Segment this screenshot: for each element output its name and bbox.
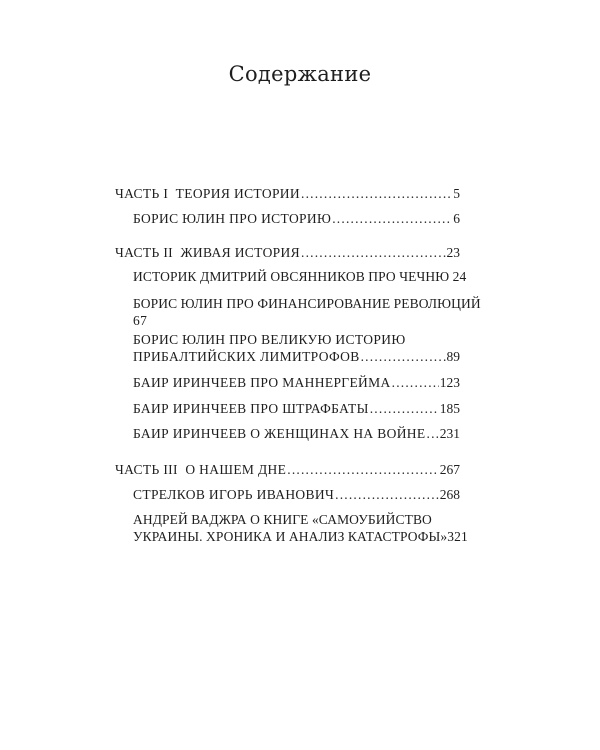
page-number: 268	[439, 487, 460, 502]
page-number: 185	[439, 401, 460, 416]
toc-part-2	[115, 244, 460, 261]
page-number: 123	[439, 375, 460, 390]
page-number: 321	[447, 529, 468, 544]
part-label: ЧАСТЬ I	[115, 186, 169, 201]
page-number: 231	[439, 426, 460, 441]
dot-leader	[361, 348, 446, 365]
page-number: 23	[446, 245, 460, 260]
toc-part-3	[115, 461, 460, 478]
page-number: 67	[133, 313, 148, 328]
entry-title: БАИР ИРИНЧЕЕВ ПРО ШТРАФБАТЫ	[133, 401, 369, 416]
entry-title: БАИР ИРИНЧЕЕВ О ЖЕНЩИНАХ НА ВОЙНЕ	[133, 426, 426, 441]
toc-entry	[133, 400, 460, 417]
entry-title-line-2: УКРАИНЫ. ХРОНИКА И АНАЛИЗ КАТАСТРОФЫ»	[133, 529, 448, 544]
toc-part-1	[115, 185, 460, 202]
toc-entry	[133, 374, 460, 391]
toc-entry	[133, 268, 467, 285]
entry-title-line-1: БОРИС ЮЛИН ПРО ВЕЛИКУЮ ИСТОРИЮ	[133, 332, 406, 347]
toc-entry	[133, 511, 468, 545]
dot-leader	[335, 486, 439, 503]
entry-title: СТРЕЛКОВ ИГОРЬ ИВАНОВИЧ	[133, 487, 335, 502]
dot-leader	[392, 374, 439, 391]
dot-leader	[301, 244, 446, 261]
part-label: ЧАСТЬ III	[115, 462, 178, 477]
part-label: ЧАСТЬ II	[115, 245, 174, 260]
dot-leader	[370, 400, 439, 417]
entry-title: БАИР ИРИНЧЕЕВ ПРО МАННЕРГЕЙМА	[133, 375, 391, 390]
entry-title-line-1: АНДРЕЙ ВАДЖРА О КНИГЕ «САМОУБИЙСТВО	[133, 512, 432, 527]
toc-entry	[133, 210, 460, 227]
dot-leader	[287, 461, 439, 478]
dot-leader	[301, 185, 452, 202]
page-title: Содержание	[228, 62, 372, 86]
page-number: 89	[446, 349, 460, 364]
part-title: ТЕОРИЯ ИСТОРИИ	[175, 186, 300, 201]
toc-entry	[133, 425, 460, 442]
page-number: 5	[453, 186, 460, 201]
toc-entry	[133, 331, 460, 365]
toc-entry	[133, 295, 481, 329]
page-number: 267	[439, 462, 460, 477]
dot-leader	[427, 425, 439, 442]
page-number: 6	[453, 211, 460, 226]
page-number: 24	[452, 269, 467, 284]
part-title: ЖИВАЯ ИСТОРИЯ	[180, 245, 300, 260]
entry-title-line-2: ПРИБАЛТИЙСКИХ ЛИМИТРОФОВ	[133, 349, 360, 364]
entry-title: БОРИС ЮЛИН ПРО ИСТОРИЮ	[133, 211, 332, 226]
part-title: О НАШЕМ ДНЕ	[185, 462, 287, 477]
entry-title: ИСТОРИК ДМИТРИЙ ОВСЯННИКОВ ПРО ЧЕЧНЮ	[133, 269, 450, 284]
dot-leader	[332, 210, 452, 227]
toc-entry	[133, 486, 460, 503]
entry-title: БОРИС ЮЛИН ПРО ФИНАНСИРОВАНИЕ РЕВОЛЮЦИЙ	[133, 296, 481, 311]
